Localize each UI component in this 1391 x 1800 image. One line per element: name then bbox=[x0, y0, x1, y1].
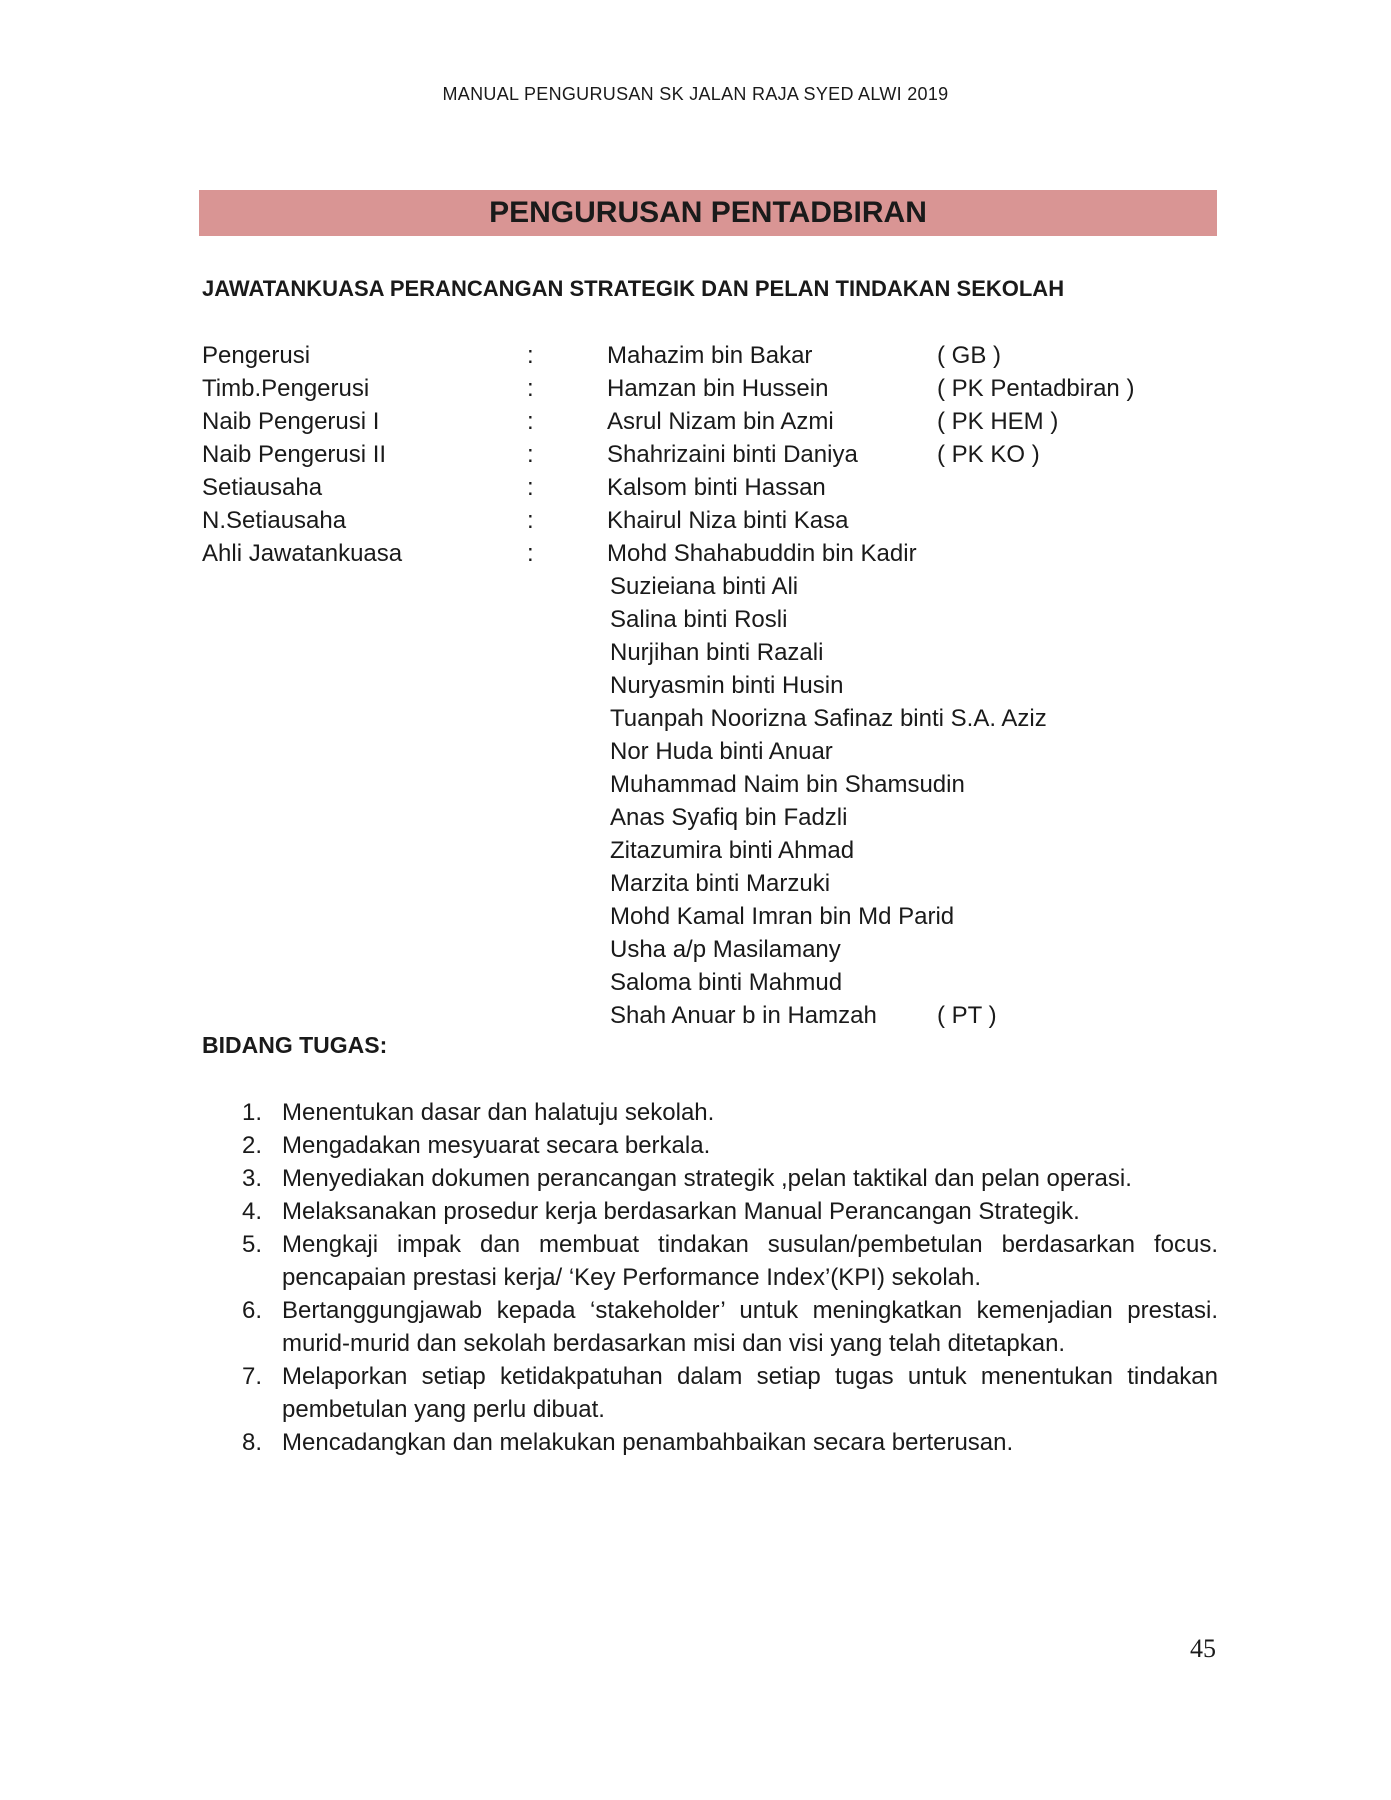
item-text: Mengkaji impak dan membuat tindakan susulan/pembetulan berdasarkan focus. pencapaian prestasi kerja/ ‘Key Performance Index’(KPI) sekolah. bbox=[282, 1231, 1218, 1291]
member-name: Kalsom binti Hassan bbox=[607, 474, 826, 501]
member-name: Shah Anuar b in Hamzah bbox=[610, 1002, 877, 1029]
item-text: Mengadakan mesyuarat secara berkala. bbox=[282, 1132, 711, 1159]
member-name: Nurjihan binti Razali bbox=[610, 639, 824, 666]
member-name: Tuanpah Noorizna Safinaz binti S.A. Aziz bbox=[610, 705, 1047, 732]
member-name: Anas Syafiq bin Fadzli bbox=[610, 804, 848, 831]
member-name: Nuryasmin binti Husin bbox=[610, 672, 844, 699]
colon-separator: : bbox=[527, 375, 534, 402]
member-name: Muhammad Naim bin Shamsudin bbox=[610, 771, 965, 798]
list-item bbox=[610, 999, 1047, 1032]
role-label: Naib Pengerusi II bbox=[202, 441, 387, 468]
item-number: 4. bbox=[242, 1198, 263, 1225]
list-item bbox=[610, 636, 1047, 669]
committee-row bbox=[202, 504, 1222, 537]
list-item bbox=[610, 603, 1047, 636]
member-position: ( PK KO ) bbox=[937, 441, 1040, 468]
list-item bbox=[230, 1426, 1218, 1459]
member-name: Usha a/p Masilamany bbox=[610, 936, 841, 963]
duties-heading: BIDANG TUGAS: bbox=[202, 1032, 388, 1058]
colon-separator: : bbox=[527, 540, 534, 567]
role-label: N.Setiausaha bbox=[202, 507, 347, 534]
member-name: Hamzan bin Hussein bbox=[607, 375, 829, 402]
role-label: Setiausaha bbox=[202, 474, 323, 501]
role-label: Naib Pengerusi I bbox=[202, 408, 380, 435]
committee-roster bbox=[202, 339, 1222, 570]
colon-separator: : bbox=[527, 474, 534, 501]
member-name: Khairul Niza binti Kasa bbox=[607, 507, 849, 534]
member-name: Asrul Nizam bin Azmi bbox=[607, 408, 834, 435]
member-name: Mohd Kamal Imran bin Md Parid bbox=[610, 903, 955, 930]
list-item bbox=[610, 702, 1047, 735]
list-item bbox=[610, 834, 1047, 867]
member-position: ( PK HEM ) bbox=[937, 408, 1059, 435]
list-item bbox=[230, 1294, 1218, 1360]
colon-separator: : bbox=[527, 342, 534, 369]
member-name: Saloma binti Mahmud bbox=[610, 969, 843, 996]
member-name: Mohd Shahabuddin bin Kadir bbox=[607, 540, 917, 567]
item-number: 1. bbox=[242, 1099, 263, 1126]
committee-row bbox=[202, 372, 1222, 405]
list-item bbox=[610, 768, 1047, 801]
list-item bbox=[610, 801, 1047, 834]
item-number: 8. bbox=[242, 1429, 263, 1456]
member-name: Salina binti Rosli bbox=[610, 606, 788, 633]
item-text: Melaporkan setiap ketidakpatuhan dalam setiap tugas untuk menentukan tindakan pembetulan yang perlu dibuat. bbox=[282, 1363, 1218, 1423]
role-label: Pengerusi bbox=[202, 342, 311, 369]
list-item bbox=[610, 966, 1047, 999]
item-text: Bertanggungjawab kepada ‘stakeholder’ untuk meningkatkan kemenjadian prestasi. murid-murid dan sekolah berdasarkan misi dan visi yang telah ditetapkan. bbox=[282, 1297, 1218, 1357]
committee-row bbox=[202, 438, 1222, 471]
committee-row bbox=[202, 339, 1222, 372]
item-number: 2. bbox=[242, 1132, 263, 1159]
colon-separator: : bbox=[527, 507, 534, 534]
item-text: Menyediakan dokumen perancangan strategik ,pelan taktikal dan pelan operasi. bbox=[282, 1165, 1132, 1192]
list-item bbox=[610, 933, 1047, 966]
member-name: Mahazim bin Bakar bbox=[607, 342, 813, 369]
list-item bbox=[610, 669, 1047, 702]
committee-row bbox=[202, 537, 1222, 570]
page-title: PENGURUSAN PENTADBIRAN bbox=[199, 190, 1217, 236]
list-item bbox=[230, 1162, 1218, 1195]
item-text: Melaksanakan prosedur kerja berdasarkan Manual Perancangan Strategik. bbox=[282, 1198, 1080, 1225]
committee-row bbox=[202, 405, 1222, 438]
colon-separator: : bbox=[527, 441, 534, 468]
running-header: MANUAL PENGURUSAN SK JALAN RAJA SYED ALWI 2019 bbox=[442, 84, 949, 104]
list-item bbox=[610, 735, 1047, 768]
list-item bbox=[610, 570, 1047, 603]
member-name: Zitazumira binti Ahmad bbox=[610, 837, 855, 864]
member-name: Marzita binti Marzuki bbox=[610, 870, 831, 897]
page-number: 45 bbox=[1190, 1634, 1216, 1663]
list-item bbox=[230, 1195, 1218, 1228]
list-item bbox=[610, 867, 1047, 900]
role-label: Ahli Jawatankuasa bbox=[202, 540, 403, 567]
list-item bbox=[230, 1129, 1218, 1162]
committee-row bbox=[202, 471, 1222, 504]
item-number: 6. bbox=[242, 1297, 263, 1324]
item-text: Menentukan dasar dan halatuju sekolah. bbox=[282, 1099, 715, 1126]
list-item bbox=[230, 1096, 1218, 1129]
list-item bbox=[610, 900, 1047, 933]
item-text: Mencadangkan dan melakukan penambahbaikan secara berterusan. bbox=[282, 1429, 1014, 1456]
member-position: ( GB ) bbox=[937, 342, 1001, 369]
list-item bbox=[230, 1360, 1218, 1426]
member-name: Suzieiana binti Ali bbox=[610, 573, 799, 600]
committee-heading: JAWATANKUASA PERANCANGAN STRATEGIK DAN PELAN TINDAKAN SEKOLAH bbox=[202, 276, 1065, 301]
member-name: Shahrizaini binti Daniya bbox=[607, 441, 858, 468]
member-position: ( PT ) bbox=[937, 1002, 997, 1029]
item-number: 3. bbox=[242, 1165, 263, 1192]
member-position: ( PK Pentadbiran ) bbox=[937, 375, 1135, 402]
committee-members-list bbox=[610, 570, 1047, 1032]
role-label: Timb.Pengerusi bbox=[202, 375, 370, 402]
item-number: 7. bbox=[242, 1363, 263, 1390]
member-name: Nor Huda binti Anuar bbox=[610, 738, 833, 765]
item-number: 5. bbox=[242, 1231, 263, 1258]
colon-separator: : bbox=[527, 408, 534, 435]
duties-list bbox=[230, 1096, 1218, 1459]
list-item bbox=[230, 1228, 1218, 1294]
